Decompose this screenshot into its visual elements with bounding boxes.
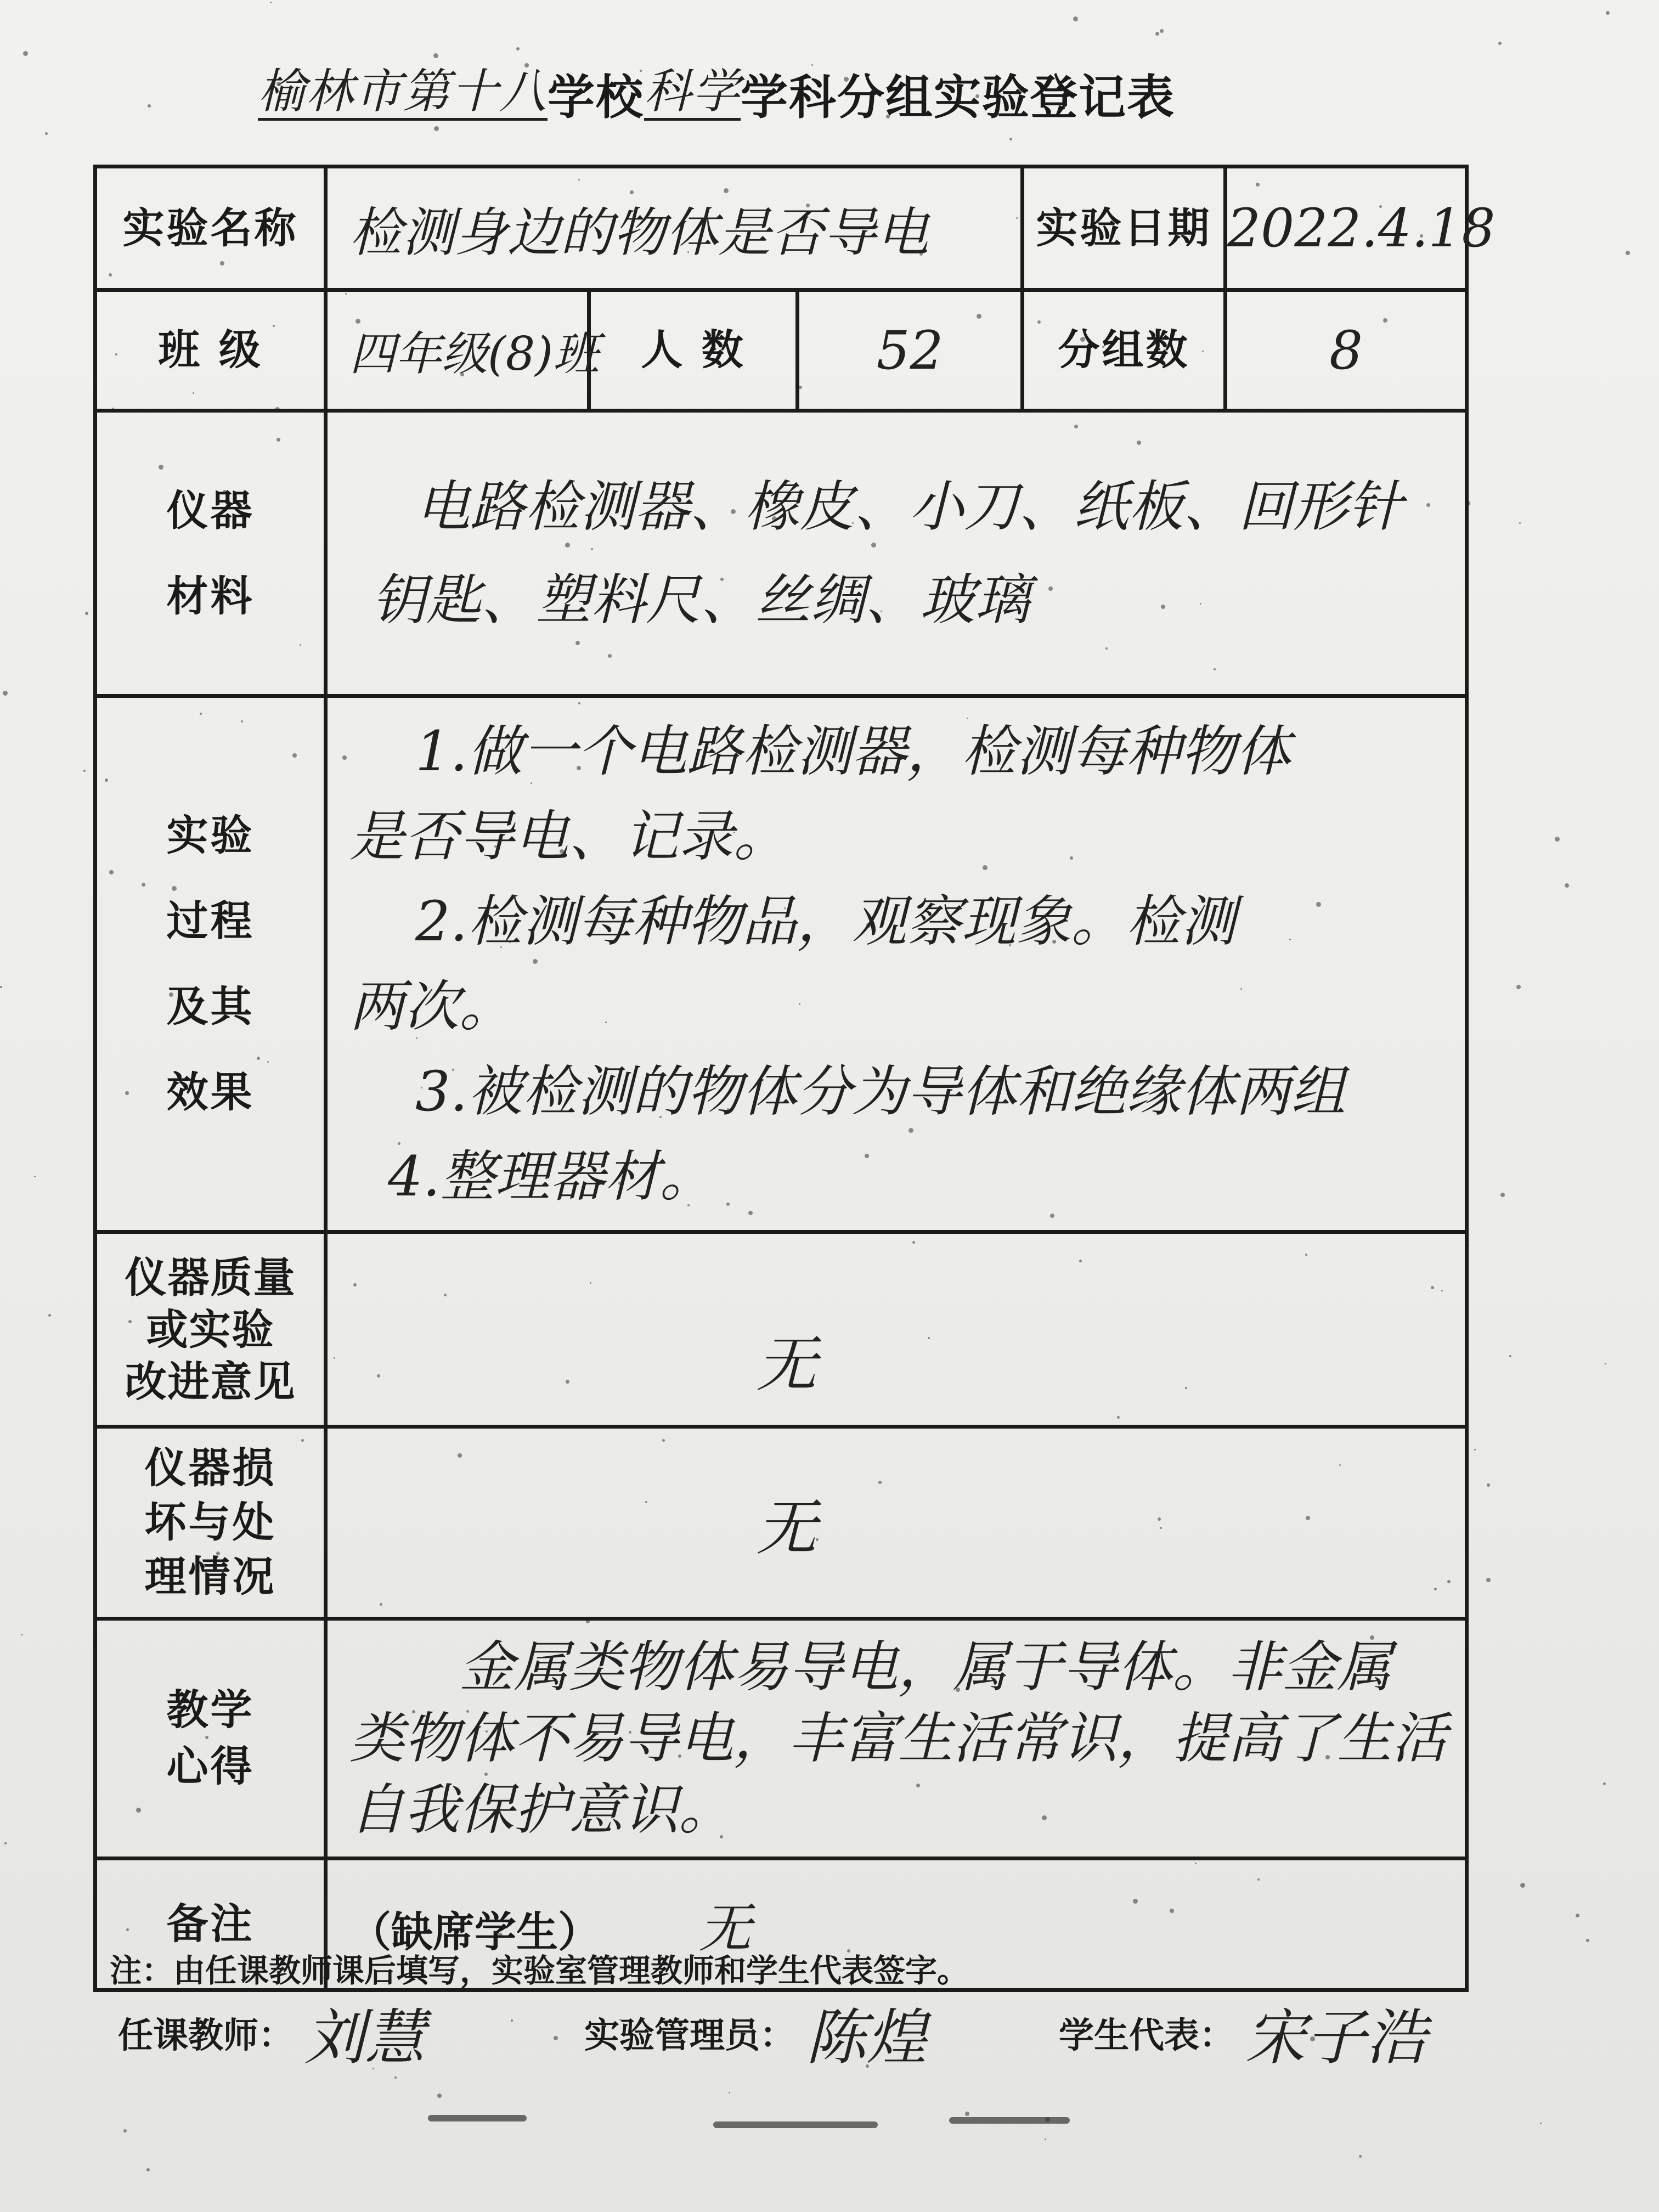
speck — [45, 132, 48, 135]
speck — [270, 2, 272, 3]
label-remarks: 备注 — [95, 1859, 326, 1990]
teacher-signature-block — [118, 1991, 425, 2074]
row-experiment-name — [95, 167, 1467, 290]
speck — [1160, 29, 1164, 33]
label-absent-students: （缺席学生） — [349, 1908, 600, 1956]
row-teaching — [95, 1619, 1467, 1859]
signature-row — [118, 1991, 1544, 2074]
label-damage-line3: 理情况 — [144, 1551, 276, 1601]
label-process-line2: 过程 — [166, 896, 255, 946]
speck — [729, 2092, 730, 2094]
title-school-suffix: 学校 — [548, 70, 644, 125]
admin-signature: 陈煌 — [806, 2002, 927, 2073]
speck — [0, 986, 2, 988]
speck — [1626, 251, 1630, 255]
student-signature: 宋子浩 — [1245, 2002, 1426, 2073]
label-group-count: 分组数 — [1023, 290, 1226, 411]
speck — [1474, 1449, 1476, 1451]
speck — [1519, 522, 1521, 524]
speck — [1606, 11, 1610, 15]
teaching-line-3: 自我保护意识。 — [349, 1778, 733, 1842]
label-process-line1: 实验 — [166, 811, 255, 860]
speck — [1565, 883, 1569, 888]
speck — [437, 2094, 442, 2098]
row-process — [95, 696, 1467, 1232]
process-line-5: 3.被检测的物体分为导体和绝缘体两组 — [415, 1059, 1346, 1124]
label-experiment-date: 实验日期 — [1023, 167, 1226, 290]
process-line-1: 1.做一个电路检测器，检测每种物体 — [415, 719, 1291, 783]
speck — [394, 2076, 397, 2079]
speck — [516, 47, 520, 50]
teaching-line-1: 金属类物体易导电，属于导体。非金属 — [459, 1635, 1392, 1699]
speck — [48, 1314, 51, 1317]
process-line-3: 2.检测每种物品，观察现象。检测 — [415, 889, 1236, 953]
process-line-6: 4.整理器材。 — [388, 1144, 715, 1209]
label-teaching-line2: 心得 — [166, 1742, 255, 1791]
row-quality — [95, 1232, 1467, 1427]
speck — [85, 612, 88, 615]
scan-mark — [428, 2115, 527, 2121]
speck — [1576, 1914, 1579, 1917]
speck — [1155, 32, 1159, 36]
speck — [23, 51, 28, 56]
row-class — [95, 290, 1467, 411]
label-instruments-line2: 材料 — [166, 571, 255, 620]
form-title — [258, 52, 1328, 134]
bottom-scan-marks — [428, 2109, 1141, 2131]
speck — [1605, 1363, 1606, 1364]
speck — [1498, 42, 1502, 45]
instruments-line-1: 电路检测器、橡皮、小刀、纸板、回形针 — [415, 474, 1403, 539]
student-label: 学生代表： — [1059, 2016, 1234, 2056]
value-damage: 无 — [326, 1427, 1467, 1619]
label-damage-line2: 坏与处 — [144, 1498, 276, 1547]
speck — [1073, 16, 1078, 21]
label-experiment-name: 实验名称 — [95, 167, 326, 290]
label-quality — [95, 1232, 326, 1427]
title-subject-handwritten: 科学 — [644, 66, 741, 121]
speck — [34, 1176, 36, 1177]
speck — [4, 1842, 7, 1844]
scan-mark — [713, 2121, 878, 2128]
row-instruments — [95, 411, 1467, 696]
label-class: 班 级 — [95, 290, 326, 411]
value-process — [326, 696, 1467, 1232]
student-signature-block — [1059, 1991, 1426, 2074]
speck — [1540, 2123, 1542, 2124]
instruments-line-2: 钥匙、塑料尺、丝绸、玻璃 — [371, 567, 1030, 632]
value-class: 四年级(8)班 — [326, 290, 589, 411]
speck — [1603, 1782, 1606, 1785]
label-damage-line1: 仪器损 — [144, 1443, 276, 1493]
admin-label: 实验管理员： — [584, 2016, 795, 2056]
row-damage — [95, 1427, 1467, 1619]
speck — [148, 104, 151, 108]
label-quality-line3: 改进意见 — [125, 1357, 296, 1406]
footer-note: 注：由任课教师课后填写，实验室管理教师和学生代表签字。 — [110, 1952, 969, 1989]
speck — [1486, 1578, 1491, 1582]
teacher-label: 任课教师： — [118, 2016, 294, 2056]
label-quality-line2: 或实验 — [146, 1305, 275, 1354]
speck — [1009, 138, 1012, 140]
speck — [1586, 1939, 1589, 1942]
value-absent-students: 无 — [698, 1898, 752, 1959]
admin-signature-block — [584, 1991, 927, 2074]
speck — [1359, 2155, 1362, 2158]
title-suffix: 学科分组实验登记表 — [741, 70, 1175, 125]
speck — [1516, 985, 1521, 989]
teacher-signature: 刘慧 — [304, 2002, 425, 2073]
speck — [1555, 837, 1560, 842]
speck — [1045, 2138, 1046, 2140]
label-damage — [95, 1427, 326, 1619]
process-line-2: 是否导电、记录。 — [349, 804, 788, 868]
value-quality: 无 — [326, 1232, 1467, 1427]
label-process-line3: 及其 — [166, 982, 255, 1031]
speck — [3, 691, 8, 696]
value-teaching — [326, 1619, 1467, 1859]
scan-mark — [949, 2117, 1070, 2124]
value-experiment-name: 检测身边的物体是否导电 — [326, 167, 1023, 290]
value-instruments — [326, 411, 1467, 696]
teaching-line-2: 类物体不易导电，丰富生活常识，提高了生活 — [349, 1706, 1447, 1770]
value-experiment-date: 2022.4.18 — [1226, 167, 1467, 290]
value-people-count: 52 — [798, 290, 1023, 411]
value-group-count: 8 — [1226, 290, 1467, 411]
label-process-line4: 效果 — [166, 1067, 255, 1116]
label-instruments-line1: 仪器 — [166, 486, 255, 535]
speck — [1520, 1883, 1525, 1888]
label-quality-line1: 仪器质量 — [125, 1252, 296, 1302]
registration-table — [93, 165, 1496, 1992]
title-school-handwritten: 榆林市第十八 — [258, 66, 548, 121]
speck — [146, 2168, 150, 2171]
label-instruments — [95, 411, 326, 696]
label-people-count: 人 数 — [589, 290, 798, 411]
label-teaching-line1: 教学 — [166, 1685, 255, 1735]
speck — [123, 2129, 127, 2132]
process-line-4: 两次。 — [349, 974, 514, 1039]
label-process — [95, 696, 326, 1232]
speck — [1487, 1483, 1490, 1487]
speck — [83, 770, 86, 772]
speck — [1509, 1355, 1511, 1357]
speck — [1500, 1193, 1505, 1197]
speck — [21, 1634, 22, 1635]
label-teaching — [95, 1619, 326, 1859]
